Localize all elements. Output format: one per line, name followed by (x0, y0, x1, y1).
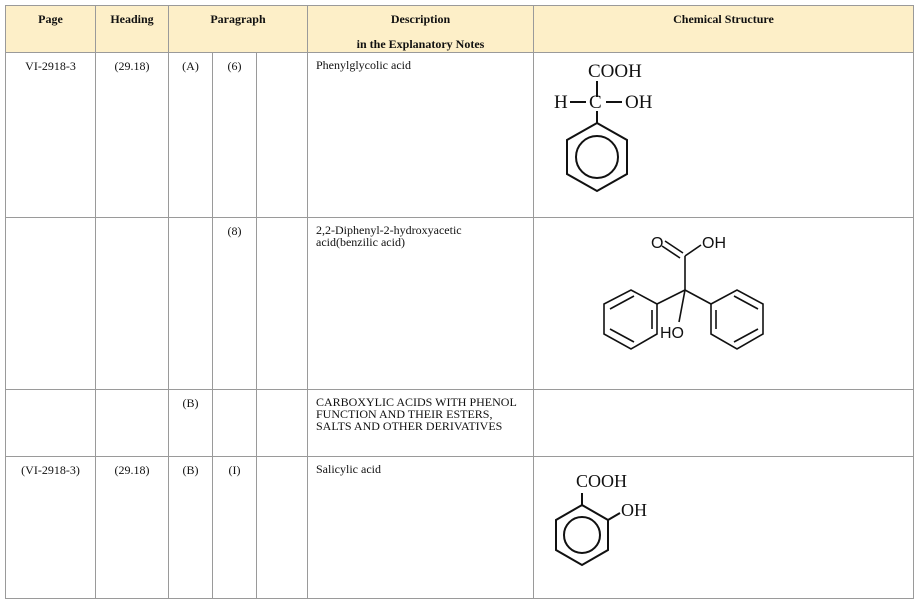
table-row (6, 53, 914, 218)
cooh-label: COOH (588, 61, 642, 82)
oh-label: OH (625, 92, 653, 113)
cell-paragraph-level1 (169, 218, 213, 390)
cell-paragraph-level2: (8) (213, 218, 257, 390)
oh-top-label: OH (702, 235, 726, 252)
double-bond-1 (662, 246, 680, 258)
bond-center-left (657, 290, 685, 304)
cell-structure (534, 390, 914, 457)
cell-paragraph-level3 (257, 53, 308, 218)
bond-c-oh (685, 245, 701, 256)
header-paragraph: Paragraph (169, 6, 308, 53)
cell-paragraph-level1: (A) (169, 53, 213, 218)
h-label: H (554, 92, 568, 113)
cell-heading (96, 218, 169, 390)
ring-right-inner-2 (734, 329, 758, 342)
cell-structure (534, 218, 914, 390)
table-row (6, 457, 914, 599)
header-page: Page (6, 6, 96, 53)
benzene-ring-circle (576, 136, 618, 178)
cell-description: CARBOXYLIC ACIDS WITH PHENOL FUNCTION AND THEIR ESTERS, SALTS AND OTHER DERIVATIVES (308, 390, 534, 457)
header-description: Description in the Explanatory Notes (308, 6, 534, 53)
cell-description: Phenylglycolic acid (308, 53, 534, 218)
header-chemical-structure: Chemical Structure (534, 6, 914, 53)
cell-structure (534, 53, 914, 218)
table-row (6, 218, 914, 390)
benzene-ring-circle (564, 517, 600, 553)
cell-paragraph-level1: (B) (169, 390, 213, 457)
c-label: C (589, 92, 602, 113)
table-row (6, 390, 914, 457)
cell-structure (534, 457, 914, 599)
cooh-label: COOH (576, 471, 628, 491)
bond-center-right (685, 290, 711, 304)
benzilic-acid-structure (534, 218, 914, 383)
cell-page (6, 218, 96, 390)
salicylic-acid-structure (534, 457, 914, 592)
cell-page (6, 390, 96, 457)
explanatory-notes-table (5, 5, 914, 599)
cell-heading: (29.18) (96, 457, 169, 599)
ring-left-inner-1 (610, 296, 634, 309)
cell-paragraph-level3 (257, 390, 308, 457)
cell-paragraph-level2: (6) (213, 53, 257, 218)
double-bond-2 (665, 241, 683, 253)
oh-label: OH (621, 500, 647, 520)
cell-page: (VI-2918-3) (6, 457, 96, 599)
cell-paragraph-level1: (B) (169, 457, 213, 599)
cell-heading: (29.18) (96, 53, 169, 218)
cell-paragraph-level2: (I) (213, 457, 257, 599)
cell-paragraph-level3 (257, 218, 308, 390)
cell-paragraph-level3 (257, 457, 308, 599)
header-heading: Heading (96, 6, 169, 53)
ring-right-inner-1 (734, 296, 758, 309)
cell-heading (96, 390, 169, 457)
bond-ring-oh (608, 513, 620, 520)
o-label: O (651, 235, 664, 252)
cell-description: Salicylic acid (308, 457, 534, 599)
cell-description: 2,2-Diphenyl-2-hydroxyacetic acid(benzilic acid) (308, 218, 534, 390)
bond-center-oh (679, 290, 685, 322)
cell-paragraph-level2 (213, 390, 257, 457)
phenylglycolic-acid-structure (534, 53, 914, 211)
ho-label: HO (660, 325, 684, 342)
cell-page: VI-2918-3 (6, 53, 96, 218)
